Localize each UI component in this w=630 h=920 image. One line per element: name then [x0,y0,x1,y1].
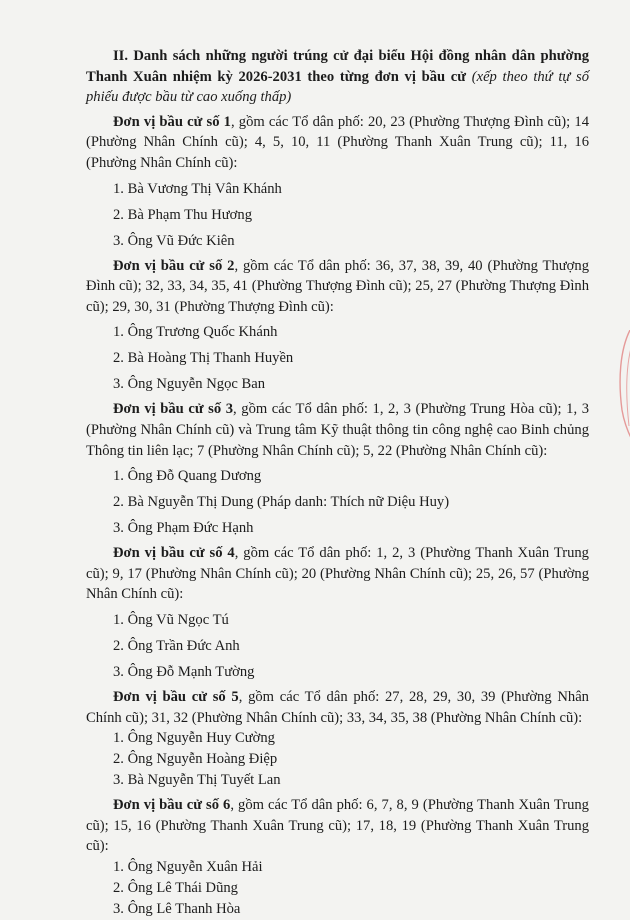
unit-description [86,687,589,728]
seal-fragment-icon [612,330,630,440]
unit-description [86,795,589,857]
member-item: 3. Ông Nguyễn Ngọc Ban [113,376,265,393]
heading-note: (xếp theo thứ tự số phiếu được bầu từ cao xuống thấp) [86,68,589,106]
unit-name: Đơn vị bầu cử số 4 [113,545,235,562]
electoral-unit-5 [86,687,589,791]
member-item: 1. Ông Đỗ Quang Dương [113,468,262,485]
electoral-unit-3 [86,399,589,539]
member-item: 3. Ông Phạm Đức Hạnh [113,520,254,537]
heading-main: II. Danh sách những người trúng cử đại biểu Hội đồng nhân dân phường Thanh Xuân nhiệm kỳ 2026-2031 theo từng đơn vị bầu cử [86,48,589,85]
member-item: 2. Ông Nguyễn Hoàng Điệp [113,751,278,768]
unit-description [86,112,589,174]
member-item: 1. Ông Vũ Ngọc Tú [113,611,229,628]
unit-desc: , gồm các Tổ dân phố: 20, 23 (Phường Thượng Đình cũ); 14 (Phường Nhân Chính cũ); 4, 5, 10, 11 (Phường Thanh Xuân Trung cũ); 11, 16 (Phường Nhân Chính cũ): [86,113,589,171]
member-item: 3. Ông Đỗ Mạnh Tường [113,663,255,680]
member-item: 3. Ông Vũ Đức Kiên [113,232,235,249]
unit-name: Đơn vị bầu cử số 1 [113,113,231,130]
unit-name: Đơn vị bầu cử số 6 [113,797,231,814]
unit-name: Đơn vị bầu cử số 5 [113,688,239,705]
member-item: 2. Bà Nguyễn Thị Dung (Pháp danh: Thích nữ Diệu Huy) [113,494,450,511]
unit-desc: , gồm các Tổ dân phố: 27, 28, 29, 30, 39 (Phường Nhân Chính cũ); 31, 32 (Phường Nhân Chính cũ); 33, 34, 35, 38 (Phường Nhân Chính cũ): [86,688,589,726]
member-item: 1. Ông Nguyễn Xuân Hải [113,858,263,875]
member-item: 2. Ông Lê Thái Dũng [113,879,238,896]
unit-name: Đơn vị bầu cử số 2 [113,257,235,274]
electoral-unit-6 [86,795,589,920]
unit-description [86,399,589,461]
unit-desc: , gồm các Tổ dân phố: 1, 2, 3 (Phường Thanh Xuân Trung cũ); 9, 17 (Phường Nhân Chính cũ); 20 (Phường Nhân Chính cũ); 25, 26, 57 (Phường Nhân Chính cũ): [86,545,589,603]
member-item: 2. Bà Phạm Thu Hương [113,206,252,223]
member-item: 2. Ông Trần Đức Anh [113,637,240,654]
unit-desc: , gồm các Tổ dân phố: 6, 7, 8, 9 (Phường Thanh Xuân Trung cũ); 15, 16 (Phường Thanh Xuân Trung cũ); 17, 18, 19 (Phường Thanh Xuân Trung cũ): [86,797,589,855]
unit-description [86,256,589,318]
electoral-unit-2 [86,256,589,396]
member-item: 2. Bà Hoàng Thị Thanh Huyền [113,350,294,367]
red-seal-edge [612,330,630,440]
unit-desc: , gồm các Tổ dân phố: 1, 2, 3 (Phường Trung Hòa cũ); 1, 3 (Phường Nhân Chính cũ) và Trung tâm Kỹ thuật thông tin công nghệ cao Binh chủng Thông tin liên lạc; 7 (Phường Nhân Chính cũ); 5, 22 (Phường Nhân Chính cũ): [86,401,589,459]
member-item: 3. Ông Lê Thanh Hòa [113,900,241,917]
electoral-unit-1 [86,112,589,252]
member-item: 1. Ông Trương Quốc Khánh [113,324,278,341]
unit-name: Đơn vị bầu cử số 3 [113,401,234,418]
unit-desc: , gồm các Tổ dân phố: 36, 37, 38, 39, 40 (Phường Thượng Đình cũ); 32, 33, 34, 35, 41 (Phường Thượng Đình cũ); 25, 27 (Phường Thượng Đình cũ); 29, 30, 31 (Phường Thượng Đình cũ): [86,257,589,315]
member-item: 1. Ông Nguyễn Huy Cường [113,730,275,747]
electoral-unit-4 [86,543,589,683]
document-page [86,46,589,920]
member-item: 3. Bà Nguyễn Thị Tuyết Lan [113,772,281,789]
unit-description [86,543,589,605]
section-heading [86,46,589,108]
member-item: 1. Bà Vương Thị Vân Khánh [113,180,282,197]
